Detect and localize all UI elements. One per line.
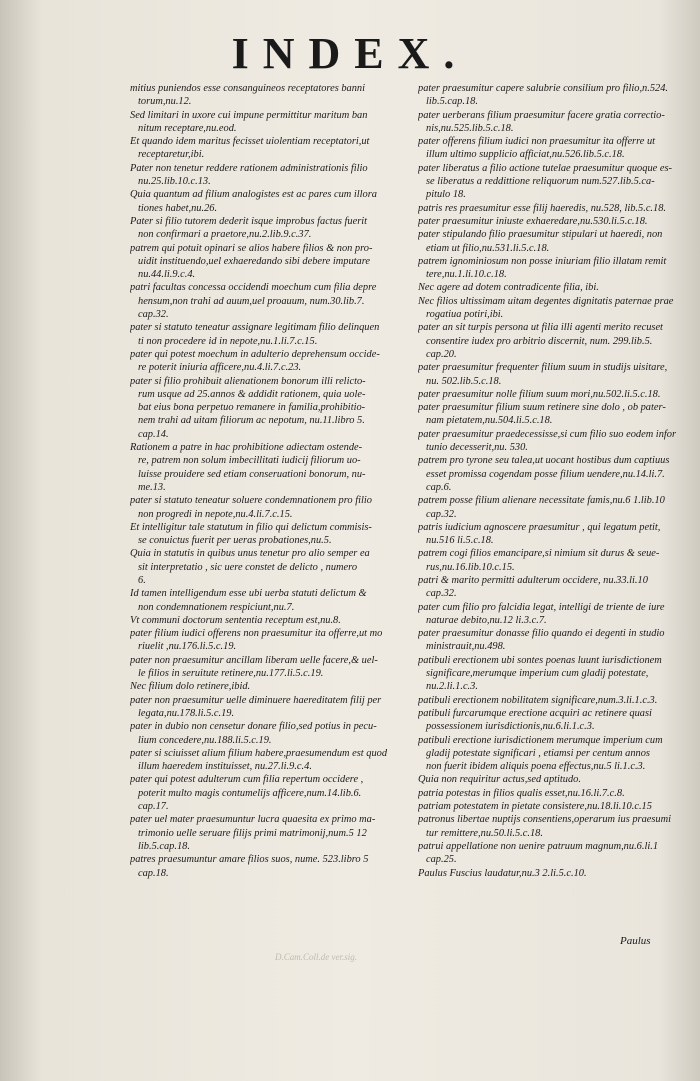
index-line: consentire iudex pro arbitrio discernit, num. 299.lib.5. [426, 335, 653, 347]
index-line: etiam ut filio,nu.531.li.5.c.18. [426, 242, 550, 254]
index-line: patibuli erectione iurisdictionem merumque imperium cum [418, 734, 663, 746]
index-line: receptaretur,ibi. [138, 149, 205, 161]
index-line: Quia quantum ad filium analogistes est ac pares cum illora [130, 189, 377, 201]
index-line: nis,nu.525.lib.5.c.18. [426, 122, 514, 134]
index-line: se conuictus fuerit per ueras probationes,nu.5. [138, 535, 332, 547]
index-line: cap.17. [138, 801, 169, 813]
index-line: Pater non tenetur reddere rationem administrationis filio [130, 162, 368, 174]
index-line: patibuli erectionem nobilitatem significare,num.3.li.1.c.3. [418, 694, 658, 706]
index-line: Id tamen intelligendum esse ubi uerba statuti delictum & [130, 588, 367, 600]
index-line: Et quando idem maritus fecisset uiolentiam receptatori,ut [130, 136, 370, 148]
index-line: re, patrem non solum imbecillitati iudicij filiorum uo- [138, 455, 361, 467]
index-line: patri & marito permitti adulterum occidere, nu.33.li.10 [418, 574, 648, 586]
index-line: significare,merumque imperium cum gladij potestate, [426, 668, 649, 680]
index-line: me.13. [138, 481, 166, 493]
index-line: patrem pro tyrone seu talea,ut uocant hostibus dum captiuus [418, 455, 670, 467]
index-line: pater si sciuisset alium filium habere,praesumendum est quod [130, 747, 388, 759]
index-line: gladij potestate significari , etiamsi per centum annos [426, 747, 650, 759]
index-line: 6. [138, 574, 146, 586]
index-line: Paulus Fuscius laudatur,nu.3 2.li.5.c.10. [418, 867, 587, 879]
index-line: pater filium iudici offerens non praesumitur ita offerre,ut mo [130, 628, 383, 640]
index-line: rogatiua potiri,ibi. [426, 309, 504, 321]
index-line: tunio decesserit,nu. 530. [426, 442, 528, 454]
index-line: nu.516 li.5.c.18. [426, 535, 494, 547]
index-line: Pater si filio tutorem dederit isque improbus factus fuerit [130, 215, 368, 227]
index-line: pater si statuto teneatur assignare legitimam filio delinquen [130, 322, 380, 334]
index-line: pater uerberans filium praesumitur facere gratia correctio- [418, 109, 665, 121]
index-line: Sed limitari in uxore cui impune permittitur maritum ban [130, 109, 368, 121]
page-title: INDEX. [231, 29, 469, 78]
index-line: cap.6. [426, 481, 452, 493]
index-line: ti non procedere id in nepote,nu.1.li.7.c.15. [138, 335, 318, 347]
index-line: se liberatus a reddittione reliquorum num.527.lib.5.ca- [426, 176, 655, 188]
index-line: patriam potestatem in pietate consistere,nu.18.li.10.c.15 [418, 801, 652, 813]
index-line: pater si filio prohibuit alienationem bonorum illi relicto- [130, 375, 366, 387]
index-line: riuelit ,nu.176.li.5.c.19. [138, 641, 237, 653]
index-line: patronus libertae nuptijs consentiens,operarum ius praesumi [418, 814, 672, 826]
index-line: pater an sit turpis persona ut filia illi agenti merito recuset [418, 322, 663, 334]
index-line: lib.5.cap.18. [426, 96, 478, 108]
index-line: pater cum filio pro falcidia legat, intelligi de triente de iure [418, 601, 665, 613]
index-line: non condemnationem respiciunt,nu.7. [138, 601, 295, 613]
index-line: pater non praesumitur uelle diminuere haereditatem filij per [130, 694, 382, 706]
index-line: nu.44.li.9.c.4. [138, 269, 196, 281]
index-line: nam pietatem,nu.504.li.5.c.18. [426, 415, 553, 427]
index-column-right [418, 82, 688, 880]
catchword: Paulus [620, 935, 651, 947]
index-line: patibuli erectionem ubi sontes poenas luunt iurisdictionem [418, 654, 662, 666]
index-line: lib.5.cap.18. [138, 840, 190, 852]
index-line: cap.32. [426, 508, 457, 520]
index-line: pater praesumitur capere salubrie consilium pro filio,n.524. [418, 83, 669, 94]
index-line: non confirmari a praetore,nu.2.lib.9.c.37. [138, 229, 312, 241]
index-line: Nec filios ultissimam uitam degentes dignitatis paternae prae [418, 295, 674, 307]
index-line: pater praesumitur praedecessisse,si cum filio suo eodem infor [418, 428, 677, 440]
index-line: Quia in statutis in quibus unus tenetur pro alio semper ea [130, 548, 370, 560]
index-line: tiones habet,nu.26. [138, 202, 218, 214]
index-line: pater qui potest moechum in adulterio deprehensum occide- [130, 348, 380, 360]
index-line: pater qui potest adulterum cum filia repertum occidere , [130, 774, 364, 786]
index-line: patris iudicium agnoscere praesumitur , qui legatum petit, [418, 521, 661, 533]
index-line: illum ultimo supplicio afficiat,nu.526.lib.5.c.18. [426, 149, 625, 161]
index-line: patrem ignominiosum non posse iniuriam filio illatam remit [418, 255, 667, 267]
index-line: nem trahi ad uitam filiorum ac nepotum, nu.11.libro 5. [138, 415, 365, 427]
index-line: patrui appellatione non uenire patruum magnum,nu.6.li.1 [418, 840, 659, 852]
index-line: pater uel mater praesumuntur lucra quaesita ex primo ma- [130, 814, 376, 826]
index-line: Quia non requiritur actus,sed aptitudo. [418, 774, 581, 786]
index-line: nitum receptare,nu.eod. [138, 122, 237, 134]
index-line: hensum,non trahi ad auum,uel proauum, num.30.lib.7. [138, 295, 365, 307]
index-line: uidit instituendo,uel exhaeredando sibi debere imputare [138, 255, 371, 267]
index-line: pater praesumitur donasse filio quando ei degenti in studio [418, 628, 665, 640]
index-line: patrem posse filium alienare necessitate famis,nu.6 1.lib.10 [418, 495, 665, 507]
index-line: pater praesumitur nolle filium suum mori,nu.502.li.5.c.18. [418, 388, 661, 400]
index-line: nu.25.lib.10.c.13. [138, 176, 211, 188]
index-line: trimonio uelle seruare filijs primi matrimonij,num.5 12 [138, 827, 367, 839]
index-line: pater stipulando filio praesumitur stipulari ut haeredi, non [418, 229, 663, 241]
index-line: sit interpretatio , sic uere constet de delicto , numero [138, 561, 358, 573]
index-line: tere,nu.1.li.10.c.18. [426, 269, 507, 281]
index-line: cap.20. [426, 348, 457, 360]
index-line: patres praesumuntur amare filios suos, nume. 523.libro 5 [130, 854, 369, 866]
index-line: ministrauit,nu.498. [426, 641, 506, 653]
index-line: patibuli furcarumque erectione acquiri ac retinere quasi [418, 707, 652, 719]
index-line: Rationem a patre in hac prohibitione adiectam ostende- [130, 442, 363, 454]
index-line: le filios in seruitute retinere,nu.177.li.5.c.19. [138, 668, 324, 680]
bleed-through-text: D.Cam.Coll.de ver.sig. [275, 952, 357, 962]
index-line: cap.18. [138, 867, 169, 879]
index-line: pater praesumitur filium suum retinere sine dolo , ob pater- [418, 402, 666, 414]
index-line: bat eius bona perpetuo remanere in familia,prohibitio- [138, 402, 366, 414]
index-line: Et intelligitur tale statutum in filio qui delictum commisis- [130, 521, 372, 533]
index-line: Nec agere ad dotem contradicente filia, ibi. [418, 282, 599, 294]
index-line: possessionem iurisdictionis,nu.6.li.1.c.3. [426, 721, 595, 733]
index-line: naturae debito,nu.12 li.3.c.7. [426, 614, 547, 626]
index-line: nu.2.li.1.c.3. [426, 681, 478, 693]
index-line: re poterit iniuria afficere,nu.4.li.7.c.23. [138, 362, 302, 374]
index-line: cap.14. [138, 428, 169, 440]
index-line: non progredi in nepote,nu.4.li.7.c.15. [138, 508, 293, 520]
index-line: lium concedere,nu.188.li.5.c.19. [138, 734, 272, 746]
index-column-left [130, 82, 412, 880]
index-line: pater offerens filium iudici non praesumitur ita offerre ut [418, 136, 656, 148]
index-line: rum usque ad 25.annos & addidit rationem, quia uole- [138, 388, 366, 400]
index-line: luisse prouidere sed etiam conseruationi bonorum, nu- [138, 468, 366, 480]
index-line: pater praesumitur iniuste exhaeredare,nu.530.li.5.c.18. [418, 215, 648, 227]
index-line: cap.25. [426, 854, 457, 866]
index-line: mitius puniendos esse consanguineos receptatores banni [130, 83, 366, 94]
index-line: pitulo 18. [426, 189, 466, 201]
index-line: Nec filium dolo retinere,ibid. [130, 681, 251, 693]
index-line: pater si statuto teneatur soluere condemnationem pro filio [130, 495, 372, 507]
index-line: cap.32. [426, 588, 457, 600]
index-line: pater in dubio non censetur donare filio,sed potius in pecu- [130, 721, 377, 733]
index-line: torum,nu.12. [138, 96, 192, 108]
index-line: nu. 502.lib.5.c.18. [426, 375, 502, 387]
index-line: poterit multo magis contumelijs afficere,num.14.lib.6. [138, 787, 362, 799]
index-line: Vt communi doctorum sententia receptum est,nu.8. [130, 614, 341, 626]
index-line: patri facultas concessa occidendi moechum cum filia depre [130, 282, 377, 294]
index-line: cap.32. [138, 309, 169, 321]
index-line: non fuerit ibidem aliquis poena effectus,nu.5 li.1.c.3. [426, 761, 646, 773]
index-line: patria potestas in filios qualis esset,nu.16.li.7.c.8. [418, 787, 625, 799]
index-line: patrem qui potuit opinari se alios habere filios & non pro- [130, 242, 373, 254]
index-line: patris res praesumitur esse filij haeredis, nu.528, lib.5.c.18. [418, 202, 667, 214]
index-line: pater non praesumitur ancillam liberam uelle facere,& uel- [130, 654, 378, 666]
index-line: illum haeredem instituisset, nu.27.li.9.c.4. [138, 761, 312, 773]
index-line: esset promissa cogendam posse filium uendere,nu.14.li.7. [426, 468, 665, 480]
index-line: patrem cogi filios emancipare,si nimium sit durus & seue- [418, 548, 660, 560]
index-line: legata,nu.178.li.5.c.19. [138, 707, 235, 719]
index-line: tur remittere,nu.50.li.5.c.18. [426, 827, 543, 839]
index-line: rus,nu.16.lib.10.c.15. [426, 561, 515, 573]
index-line: pater liberatus a filio actione tutelae praesumitur quoque es- [418, 162, 672, 174]
index-line: pater praesumitur frequenter filium suum in studijs uisitare, [418, 362, 668, 374]
